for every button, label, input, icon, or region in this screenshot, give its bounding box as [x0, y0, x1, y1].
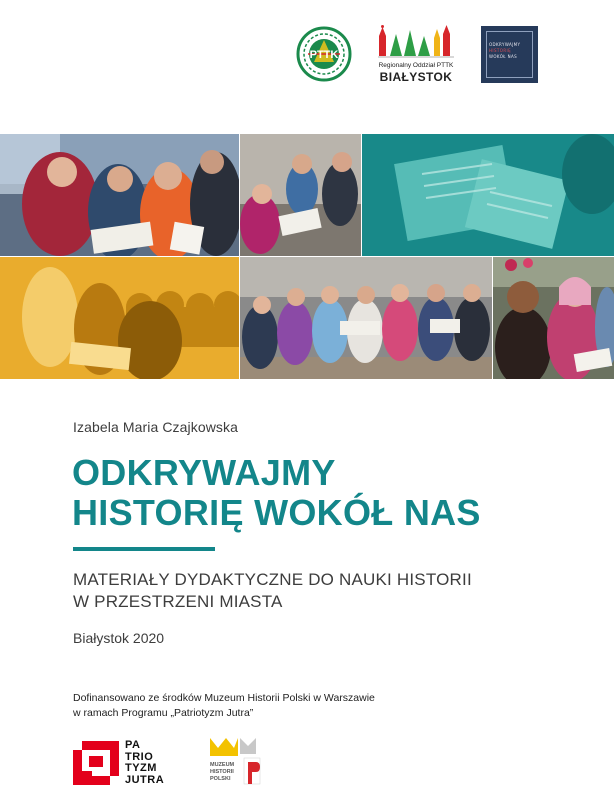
mhp-line-3: POLSKI [210, 776, 231, 782]
pttk-logo-text: PTTK [309, 49, 339, 61]
pj-line-1: PA [125, 739, 141, 751]
mhp-line-1: MUZEUM [210, 762, 235, 768]
funding-line-2: w ramach Programu „Patriotyzm Jutra” [73, 707, 254, 719]
photo-worksheets-teal [362, 134, 614, 256]
bialystok-logo-line1: Regionalny Oddział PTTK [378, 62, 454, 69]
pttk-emblem-icon [296, 26, 352, 82]
photo-girls-worksheet [493, 257, 614, 379]
pttk-logo [296, 26, 352, 82]
bialystok-pttk-logo [376, 24, 456, 84]
funding-note [73, 691, 375, 721]
funding-line-1: Dofinansowano ze środków Muzeum Historii Polski w Warszawie [73, 692, 375, 704]
place-and-year: Białystok 2020 [73, 630, 165, 646]
subtitle-line-1: MATERIAŁY DYDAKTYCZNE DO NAUKI HISTORII [73, 570, 472, 589]
subtitle [73, 569, 472, 613]
page-title [72, 453, 481, 533]
photo-group-amber [0, 257, 239, 379]
title-line-2: HISTORIĘ WOKÓŁ NAS [72, 492, 481, 533]
pj-line-3: TYZM [125, 762, 157, 774]
subtitle-line-2: W PRZESTRZENI MIASTA [73, 592, 283, 611]
photo-students-wall [240, 257, 492, 379]
photo-students-bench [240, 134, 361, 256]
odkrywajmy-logo-line1: ODKRYWAJMY [489, 42, 521, 47]
patriotyzm-jutra-logo-text [125, 740, 164, 786]
patriotyzm-jutra-logo-icon [73, 741, 119, 785]
bialystok-logo-line2: BIAŁYSTOK [379, 70, 453, 84]
muzeum-historii-polski-logo-icon [208, 736, 264, 788]
odkrywajmy-logo [481, 26, 538, 83]
photo-students-reading [0, 134, 239, 256]
author-name: Izabela Maria Czajkowska [73, 419, 239, 435]
pj-line-2: TRIO [125, 750, 154, 763]
odkrywajmy-logo-line2: HISTORIĘ [489, 48, 512, 53]
muzeum-historii-polski-logo [208, 736, 264, 788]
mhp-line-2: HISTORII [210, 769, 234, 775]
pj-line-4: JUTRA [125, 773, 165, 786]
title-underline [73, 547, 215, 551]
odkrywajmy-logo-line3: WOKÓŁ NAS [489, 54, 518, 59]
title-line-1: ODKRYWAJMY [72, 452, 336, 493]
bialystok-town-icon [376, 24, 456, 62]
